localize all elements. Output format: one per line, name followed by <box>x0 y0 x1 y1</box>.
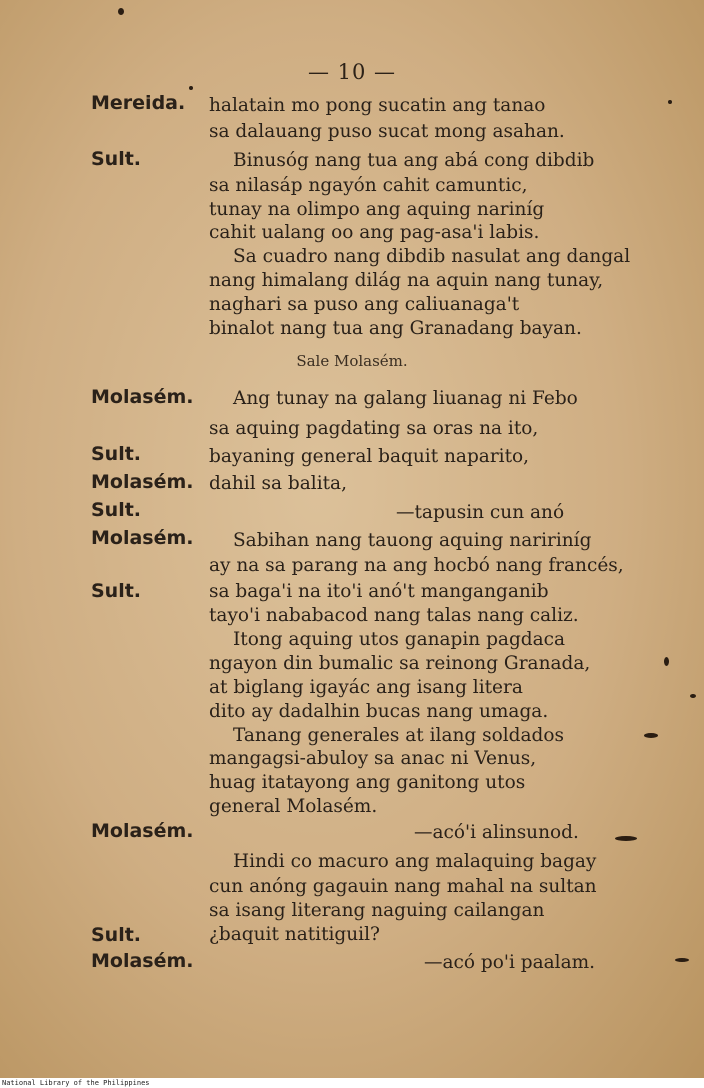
speaker-label: Sult. <box>91 924 142 946</box>
verse-line: ngayon din bumalic sa reinong Granada, <box>209 653 591 674</box>
library-credit: National Library of the Philippines <box>0 1078 704 1088</box>
verse-line: nang himalang dilág na aquin nang tunay, <box>209 270 604 291</box>
verse-line: ay na sa parang na ang hocbó nang francés, <box>209 555 624 576</box>
verse-line: —tapusin cun anó <box>396 502 565 523</box>
verse-line: at biglang igayác ang isang litera <box>209 677 523 698</box>
verse-line: general Molasém. <box>209 796 378 817</box>
verse-line: binalot nang tua ang Granadang bayan. <box>209 318 582 339</box>
verse-line: dahil sa balita, <box>209 473 347 494</box>
speaker-label: Molasém. <box>91 820 194 842</box>
verse-line: sa nilasáp ngayón cahit camuntic, <box>209 175 528 196</box>
ink-speck <box>644 733 658 738</box>
ink-speck <box>118 8 124 15</box>
speaker-label: Sult. <box>91 443 142 465</box>
speaker-label: Mereida. <box>91 92 186 114</box>
ink-speck <box>664 657 669 666</box>
verse-line: —acó po'i paalam. <box>424 952 596 973</box>
verse-line: Binusóg nang tua ang abá cong dibdib <box>233 150 595 171</box>
verse-line: tayo'i nababacod nang talas nang caliz. <box>209 605 579 626</box>
verse-line: mangagsi-abuloy sa anac ni Venus, <box>209 748 537 769</box>
ink-speck <box>615 836 637 841</box>
speaker-label: Molasém. <box>91 386 194 408</box>
ink-speck <box>668 100 672 104</box>
stage-direction: Sale Molasém. <box>296 352 408 370</box>
verse-line: Hindi co macuro ang malaquing bagay <box>233 851 597 872</box>
verse-line: Sabihan nang tauong aquing naririníg <box>233 530 592 551</box>
speaker-label: Sult. <box>91 499 142 521</box>
verse-line: Sa cuadro nang dibdib nasulat ang dangal <box>233 246 631 267</box>
verse-line: huag itatayong ang ganitong utos <box>209 772 526 793</box>
verse-line: cahit ualang oo ang pag-asa'i labis. <box>209 222 540 243</box>
verse-line: ¿baquit natitiguil? <box>209 924 380 945</box>
verse-line: sa dalauang puso sucat mong asahan. <box>209 121 565 142</box>
speaker-label: Sult. <box>91 580 142 602</box>
verse-line: Ang tunay na galang liuanag ni Febo <box>233 388 578 409</box>
verse-line: —acó'i alinsunod. <box>414 822 579 843</box>
speaker-label: Sult. <box>91 148 142 170</box>
page-number: — 10 — <box>307 60 397 84</box>
verse-line: naghari sa puso ang caliuanaga't <box>209 294 520 315</box>
verse-line: sa aquing pagdating sa oras na ito, <box>209 418 539 439</box>
speaker-label: Molasém. <box>91 527 194 549</box>
verse-line: halatain mo pong sucatin ang tanao <box>209 95 546 116</box>
verse-line: bayaning general baquit naparito, <box>209 446 530 467</box>
verse-line: cun anóng gagauin nang mahal na sultan <box>209 876 597 897</box>
ink-speck <box>675 958 689 962</box>
speaker-label: Molasém. <box>91 950 194 972</box>
verse-line: Tanang generales at ilang soldados <box>233 725 565 746</box>
verse-line: dito ay dadalhin bucas nang umaga. <box>209 701 549 722</box>
verse-line: sa isang literang naguing cailangan <box>209 900 545 921</box>
verse-line: Itong aquing utos ganapin pagdaca <box>233 629 566 650</box>
speaker-label: Molasém. <box>91 471 194 493</box>
verse-line: tunay na olimpo ang aquing nariníg <box>209 199 545 220</box>
ink-speck <box>189 86 193 90</box>
verse-line: sa baga'i na ito'i anó't manganganib <box>209 581 549 602</box>
ink-speck <box>690 694 696 698</box>
